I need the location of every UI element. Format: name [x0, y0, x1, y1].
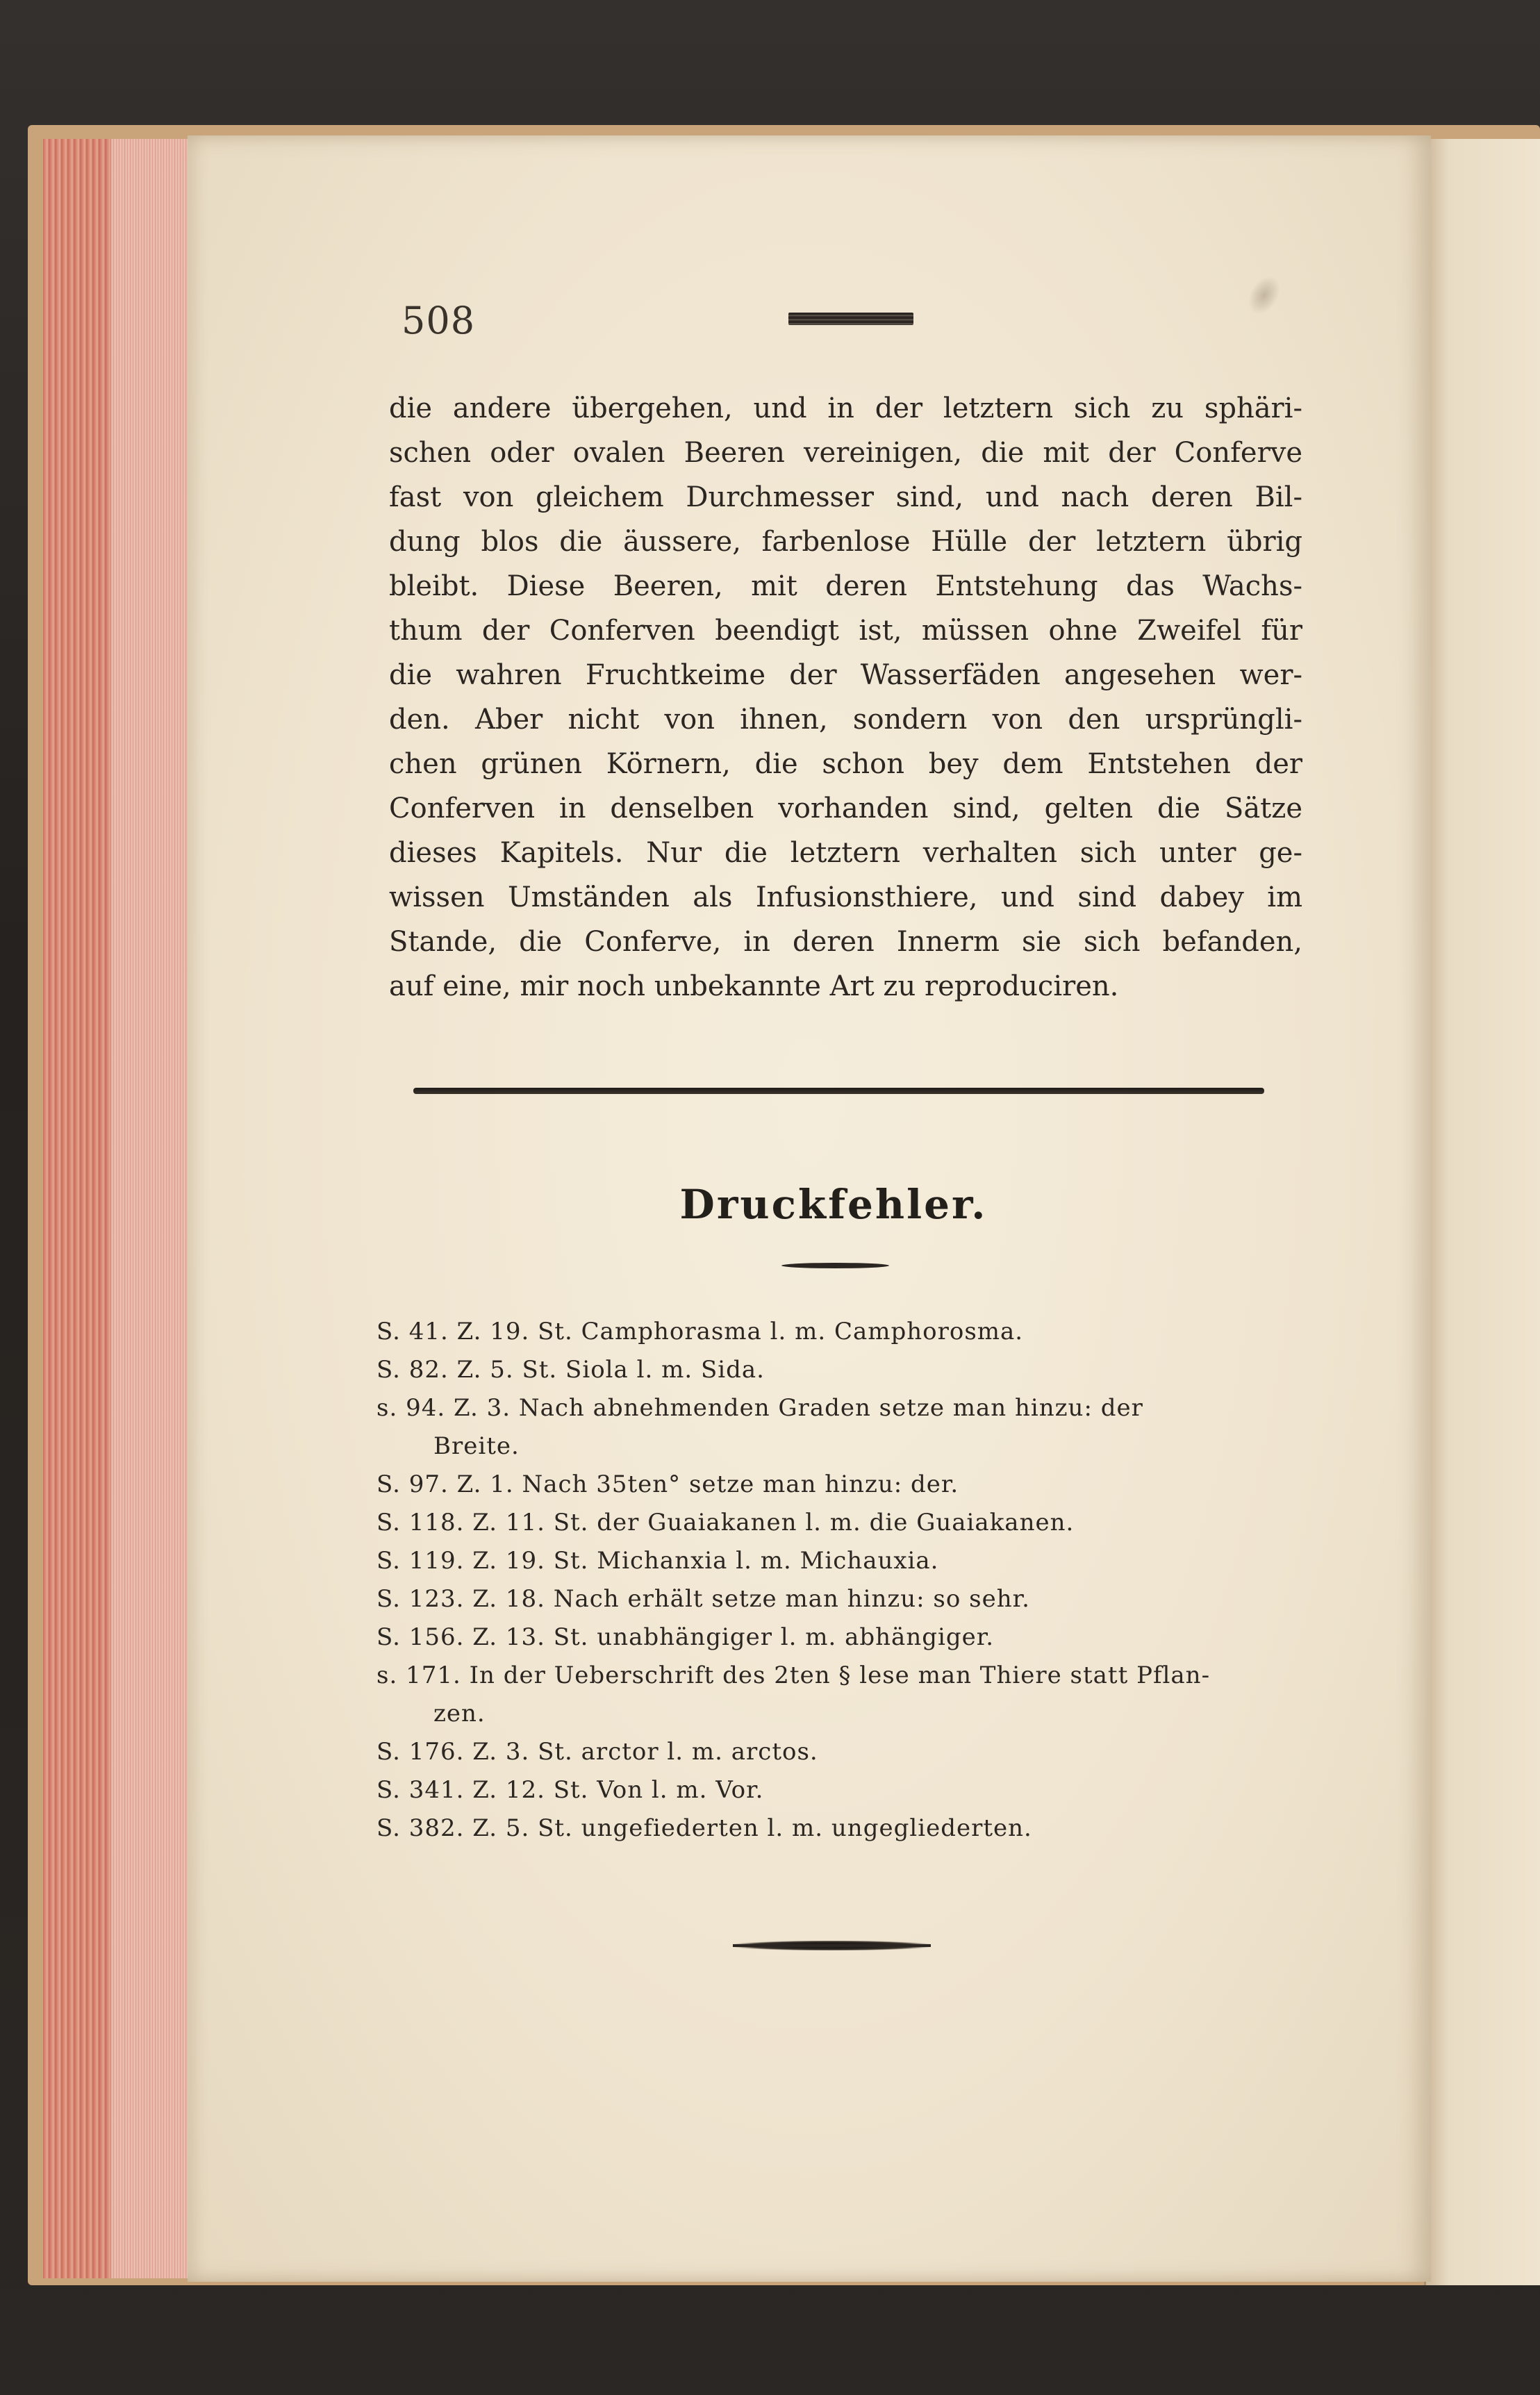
body-line: dung blos die äussere, farbenlose Hülle der letztern übrig — [389, 526, 1302, 558]
end-ornament-line — [733, 1944, 931, 1947]
errata-item-continuation: Breite. — [433, 1432, 520, 1460]
body-line: fast von gleichem Durchmesser sind, und nach deren Bil- — [389, 481, 1302, 513]
body-paragraph — [389, 386, 1302, 1009]
errata-item: S. 341. Z. 12. St. Von l. m. Vor. — [376, 1776, 764, 1804]
body-line: chen grünen Körnern, die schon bey dem Entstehen der — [389, 748, 1302, 780]
header-ornament — [788, 313, 913, 325]
errata-item: S. 41. Z. 19. St. Camphorasma l. m. Camphorosma. — [376, 1318, 1024, 1345]
section-divider — [413, 1088, 1264, 1094]
body-line: Stande, die Conferve, in deren Innerm sie sich befanden, — [389, 926, 1302, 958]
body-line: den. Aber nicht von ihnen, sondern von den ursprüngli- — [389, 704, 1302, 736]
errata-item: S. 156. Z. 13. St. unabhängiger l. m. abhängiger. — [376, 1623, 995, 1651]
errata-item: S. 118. Z. 11. St. der Guaiakanen l. m. die Guaiakanen. — [376, 1509, 1075, 1536]
errata-title: Druckfehler. — [679, 1181, 988, 1228]
page-number: 508 — [401, 299, 476, 342]
errata-item: S. 97. Z. 1. Nach 35ten° setze man hinzu: der. — [376, 1470, 959, 1498]
body-line: Conferven in denselben vorhanden sind, gelten die Sätze — [389, 793, 1302, 824]
errata-item: s. 94. Z. 3. Nach abnehmenden Graden setze man hinzu: der — [376, 1394, 1143, 1422]
facing-page — [1424, 139, 1540, 2285]
errata-list — [376, 1313, 1300, 1848]
body-line: thum der Conferven beendigt ist, müssen ohne Zweifel für — [389, 615, 1302, 647]
errata-item: S. 176. Z. 3. St. arctor l. m. arctos. — [376, 1738, 818, 1766]
errata-item: S. 382. Z. 5. St. ungefiederten l. m. ungegliederten. — [376, 1814, 1032, 1842]
body-line: wissen Umständen als Infusionsthiere, und sind dabey im — [389, 881, 1302, 913]
body-line: auf eine, mir noch unbekannte Art zu reproduciren. — [389, 970, 1119, 1002]
body-line: die andere übergehen, und in der letztern sich zu sphäri- — [389, 392, 1302, 424]
body-line: dieses Kapitels. Nur die letztern verhalten sich unter ge- — [389, 837, 1302, 869]
errata-item: S. 119. Z. 19. St. Michanxia l. m. Michauxia. — [376, 1547, 939, 1575]
page-edges-inner — [111, 139, 188, 2278]
errata-item: S. 82. Z. 5. St. Siola l. m. Sida. — [376, 1356, 765, 1384]
errata-item-continuation: zen. — [433, 1700, 486, 1727]
body-line: bleibt. Diese Beeren, mit deren Entstehung das Wachs- — [389, 570, 1302, 602]
title-ornament — [781, 1263, 889, 1268]
body-line: die wahren Fruchtkeime der Wasserfäden angesehen wer- — [389, 659, 1302, 691]
errata-item: S. 123. Z. 18. Nach erhält setze man hinzu: so sehr. — [376, 1585, 1030, 1613]
errata-item: s. 171. In der Ueberschrift des 2ten § lese man Thiere statt Pflan- — [376, 1661, 1211, 1689]
body-line: schen oder ovalen Beeren vereinigen, die mit der Conferve — [389, 437, 1302, 469]
